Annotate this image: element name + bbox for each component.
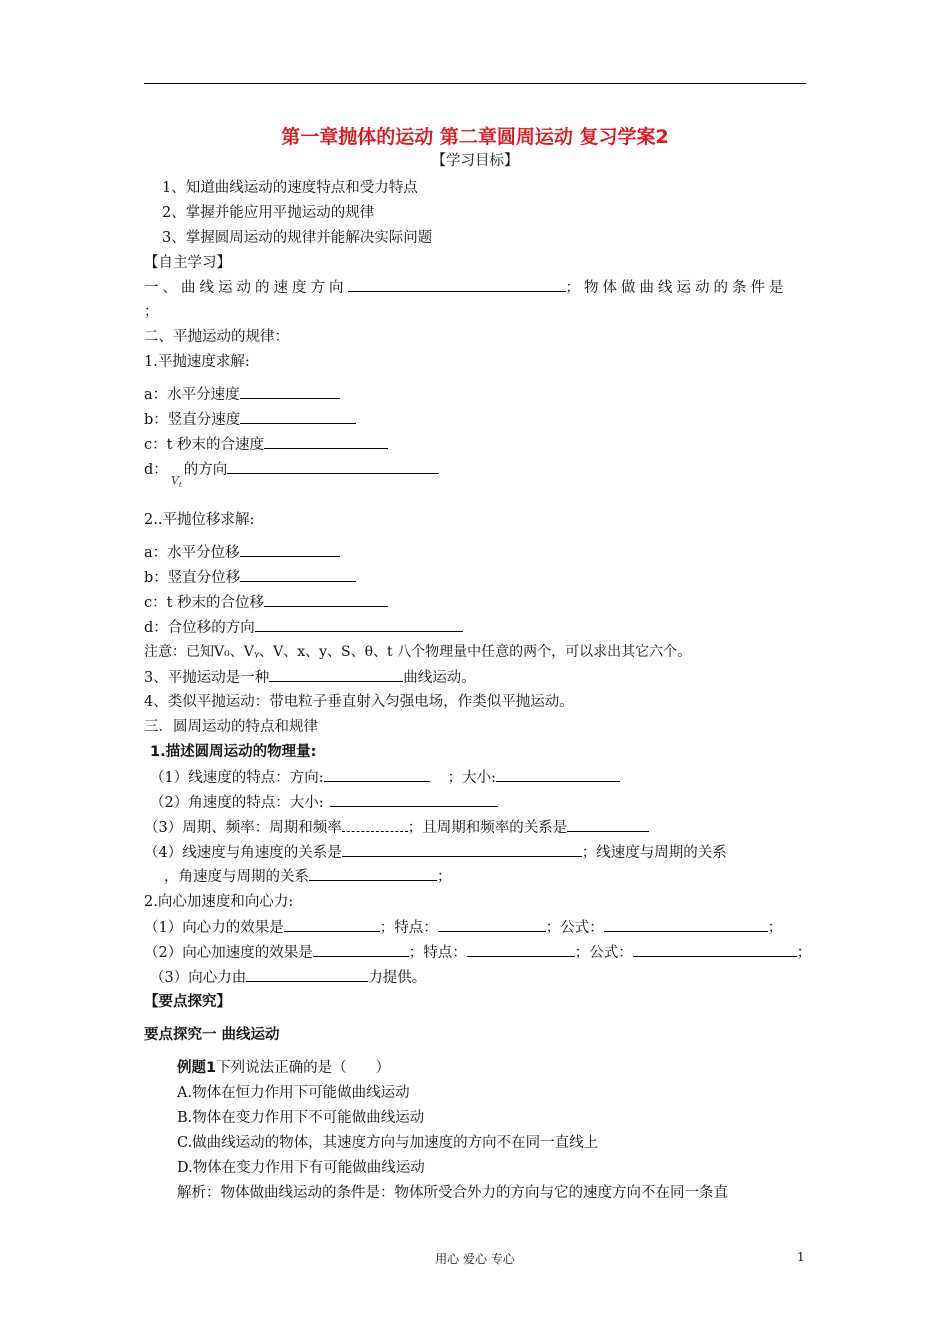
centripetal-accel-feature-blank[interactable]	[467, 942, 575, 957]
velocity-blank-c[interactable]	[264, 434, 388, 449]
displacement-row-c	[144, 592, 388, 613]
objectives-header: 【学习目标】	[431, 153, 519, 169]
objective-1: 1、知道曲线运动的速度特点和受力特点	[162, 180, 418, 196]
velocity-row-d	[144, 459, 439, 480]
q1-text-b: ；大小:	[447, 770, 497, 786]
velocity-row-c	[144, 434, 388, 455]
section-1-end: ；	[144, 304, 159, 320]
centripetal-force-effect-blank[interactable]	[284, 917, 380, 932]
velocity-blank-b[interactable]	[240, 409, 356, 424]
objective-2: 2、掌握并能应用平抛运动的规律	[162, 205, 375, 221]
force-source-blank[interactable]	[246, 967, 368, 982]
section-4-line: 4、类似平抛运动：带电粒子垂直射入匀强电场，作类似平抛运动。	[144, 694, 574, 710]
displacement-blank-c[interactable]	[264, 592, 388, 607]
example-1-question: 下列说法正确的是（ ）	[216, 1060, 391, 1076]
r2-line	[144, 942, 811, 963]
r2-text-a: （2）向心加速度的效果是	[144, 945, 313, 961]
q4b-line	[164, 866, 452, 887]
section-3-line	[144, 667, 476, 688]
q3-text-a: （3）周期、频率：周期和频率	[144, 820, 342, 836]
period-frequency-relation-blank[interactable]	[567, 817, 649, 832]
key-point-1-header: 要点探究一 曲线运动	[144, 1027, 280, 1043]
r3-text-b: 力提供。	[368, 970, 427, 986]
option-d: D.物体在变力作用下有可能做曲线运动	[177, 1160, 425, 1176]
q3-line	[144, 817, 649, 838]
displacement-label-b: b：竖直分位移	[144, 570, 241, 586]
velocity-row-b	[144, 409, 356, 430]
page-footer: 用心 爱心 专心	[435, 1252, 515, 1266]
q4-line	[144, 842, 727, 863]
key-points-header: 【要点探究】	[144, 994, 231, 1010]
r2-text-d: ；	[796, 945, 812, 961]
section-5-header: 三．圆周运动的特点和规律	[144, 719, 318, 735]
q4-text-a: （4）线速度与角速度的关系是	[144, 845, 342, 861]
analysis-line: 解析：物体做曲线运动的条件是：物体所受合外力的方向与它的速度方向不在同一条直	[177, 1185, 728, 1201]
q1-line	[150, 767, 620, 788]
linear-angular-relation-blank[interactable]	[342, 842, 582, 857]
q2-text-a: （2）角速度的特点：大小:	[150, 795, 324, 811]
velocity-label-b: b：竖直分速度	[144, 412, 241, 428]
r3-line	[150, 967, 426, 988]
displacement-row-d	[144, 617, 463, 638]
velocity-row-a	[144, 384, 340, 405]
centripetal-accel-effect-blank[interactable]	[313, 942, 409, 957]
q3-text-b: ；且周期和频率的关系是	[407, 820, 568, 836]
r1-line	[144, 917, 782, 938]
displacement-blank-a[interactable]	[240, 542, 340, 557]
displacement-label-c: c：t 秒末的合位移	[144, 595, 265, 611]
displacement-row-b	[144, 567, 356, 588]
r2-text-c: ；公式：	[574, 945, 633, 961]
angular-velocity-blank[interactable]	[330, 792, 498, 807]
example-1-label: 例题1	[177, 1060, 217, 1076]
centripetal-force-formula-blank[interactable]	[604, 917, 768, 932]
section-2-2-header: 2..平抛位移求解:	[144, 512, 255, 528]
header-rule	[144, 83, 806, 84]
page-title: 第一章抛体的运动 第二章圆周运动 复习学案2	[281, 126, 669, 148]
centripetal-force-feature-blank[interactable]	[438, 917, 546, 932]
velocity-label-d-tail: 的方向	[183, 462, 228, 478]
q4-text-b: ；线速度与周期的关系	[581, 845, 727, 861]
q4b-text-b: ；	[437, 869, 452, 885]
self-study-header: 【自主学习】	[144, 255, 231, 271]
section-5-2-header: 2.向心加速度和向心力:	[144, 894, 294, 910]
linear-velocity-direction-blank[interactable]	[324, 767, 430, 782]
option-b: B.物体在变力作用下不可能做曲线运动	[177, 1110, 425, 1126]
section-5-1-header: 1.描述圆周运动的物理量:	[150, 744, 317, 760]
page-number: 1	[797, 1250, 805, 1264]
displacement-row-a	[144, 542, 340, 563]
option-a: A.物体在恒力作用下可能做曲线运动	[177, 1085, 410, 1101]
linear-velocity-magnitude-blank[interactable]	[496, 767, 620, 782]
velocity-blank-a[interactable]	[240, 384, 340, 399]
displacement-label-a: a：水平分位移	[144, 545, 240, 561]
section-3-text-a: 3、平抛运动是一种	[144, 670, 270, 686]
r3-text-a: （3）向心力由	[150, 970, 247, 986]
projectile-type-blank[interactable]	[269, 667, 403, 682]
velocity-blank-d[interactable]	[227, 459, 439, 474]
r1-text-d: ；	[767, 920, 783, 936]
displacement-label-d: d：合位移的方向	[144, 620, 255, 636]
velocity-label-a: a：水平分速度	[144, 387, 240, 403]
q4b-text-a: ，角速度与周期的关系	[164, 869, 309, 885]
section-3-text-b: 曲线运动。	[403, 670, 476, 686]
section-1-line	[144, 277, 788, 298]
section-2-1-header: 1.平抛速度求解:	[144, 354, 250, 370]
q1-text-a: （1）线速度的特点：方向:	[150, 770, 324, 786]
note-line: 注意：已知V₀、Vᵧ、V、x、y、S、θ、t 八个物理量中任意的两个，可以求出其它六个。	[144, 644, 692, 660]
q2-line	[150, 792, 498, 813]
displacement-blank-d[interactable]	[255, 617, 463, 632]
example-1-line	[177, 1058, 390, 1078]
option-c: C.做曲线运动的物体，其速度方向与加速度的方向不在同一直线上	[177, 1135, 599, 1151]
r1-text-a: （1）向心力的效果是	[144, 920, 284, 936]
displacement-blank-b[interactable]	[240, 567, 356, 582]
period-frequency-blank[interactable]	[342, 817, 408, 832]
r1-text-c: ；公式：	[545, 920, 604, 936]
objective-3: 3、掌握圆周运动的规律并能解决实际问题	[162, 230, 433, 246]
vt-symbol: $V_t$	[171, 474, 182, 490]
centripetal-accel-formula-blank[interactable]	[633, 942, 797, 957]
section-1-text-a: 一、曲线运动的速度方向	[144, 280, 348, 296]
section-1-text-b: ；物体做曲线运动的条件是	[565, 280, 788, 296]
r2-text-b: ；特点：	[408, 945, 467, 961]
velocity-label-d: d：	[144, 462, 168, 478]
velocity-direction-blank[interactable]	[348, 277, 566, 292]
r1-text-b: ；特点：	[379, 920, 438, 936]
velocity-label-c: c：t 秒末的合速度	[144, 437, 265, 453]
angular-period-relation-blank[interactable]	[309, 866, 437, 881]
section-2-header: 二、平抛运动的规律：	[144, 329, 289, 345]
